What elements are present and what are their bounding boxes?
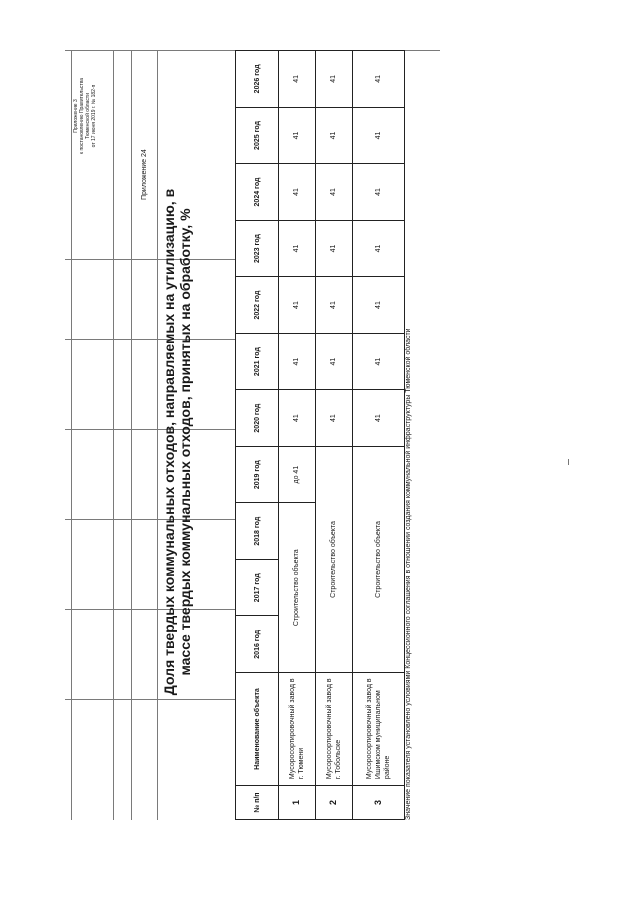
value-cell: 41: [315, 277, 352, 334]
value-cell: 41: [352, 220, 405, 277]
value-cell: 41: [315, 107, 352, 164]
header-cell: Наименование объекта: [236, 673, 279, 786]
value-cell: 41: [315, 390, 352, 447]
header-cell: 2026 год: [236, 51, 279, 108]
appendix-label: Приложение 24: [141, 149, 148, 200]
value-cell: 41: [315, 164, 352, 221]
scan-mark: [568, 459, 569, 465]
value-cell: 41: [315, 220, 352, 277]
header-cell: 2020 год: [236, 390, 279, 447]
construction-cell: Строительство объекта: [315, 446, 352, 672]
rotated-document-page: [65, 50, 440, 820]
header-cell: 2018 год: [236, 503, 279, 560]
table-row: [279, 51, 316, 820]
value-cell: 41: [279, 333, 316, 390]
resolution-stamp: [73, 52, 97, 180]
stamp-line-1: Приложение 3: [73, 99, 79, 133]
construction-cell: Строительство объекта: [352, 446, 405, 672]
value-cell: 41: [352, 164, 405, 221]
header-cell: 2025 год: [236, 107, 279, 164]
object-name: Мусоросортировочный завод в г. Тобольске: [315, 673, 352, 786]
object-name: Мусоросортировочный завод в г. Тюмени: [279, 673, 316, 786]
header-cell: 2021 год: [236, 333, 279, 390]
value-cell: 41: [279, 220, 316, 277]
stamp-line-2: к постановлению Правительства: [79, 77, 85, 155]
footnote: Значение показателя установлено условиями Концессионного соглашения в отношении создания коммунальной инфраструктуры Тюменской области: [405, 328, 412, 820]
row-number: 2: [315, 786, 352, 820]
header-cell: 2016 год: [236, 616, 279, 673]
header-cell: 2022 год: [236, 277, 279, 334]
stamp-line-3: Тюменской области: [85, 93, 91, 139]
value-cell: 41: [352, 51, 405, 108]
header-cell: 2017 год: [236, 559, 279, 616]
value-cell: 41: [315, 51, 352, 108]
value-cell: 41: [279, 390, 316, 447]
construction-cell: Строительство объекта: [279, 503, 316, 673]
indicator-table: [235, 50, 405, 820]
header-cell: 2023 год: [236, 220, 279, 277]
header-cell: 2019 год: [236, 446, 279, 503]
value-cell: 41: [352, 333, 405, 390]
value-cell: 41: [315, 333, 352, 390]
value-cell: 41: [352, 277, 405, 334]
row-number: 3: [352, 786, 405, 820]
stamp-line-4: от 17 июня 2019 г. № 182-п: [91, 84, 97, 148]
table-row: [315, 51, 352, 820]
document-title: Доля твердых коммунальных отходов, направляемых на утилизацию, в массе твердых коммунальных отходов, принятых на обработку, %: [161, 188, 193, 696]
value-cell: 41: [352, 107, 405, 164]
value-cell: 41: [279, 164, 316, 221]
header-cell: № п/п: [236, 786, 279, 820]
row-number: 1: [279, 786, 316, 820]
value-cell: 41: [352, 390, 405, 447]
table-row: [352, 51, 405, 820]
value-cell: 41: [279, 51, 316, 108]
value-cell: 41: [279, 107, 316, 164]
value-cell: 41: [279, 277, 316, 334]
header-cell: 2024 год: [236, 164, 279, 221]
object-name: Мусоросортировочный завод в Ишимском муниципальном районе: [352, 673, 405, 786]
value-cell-2019: до 41: [279, 446, 316, 503]
table-header-row: [236, 51, 279, 820]
